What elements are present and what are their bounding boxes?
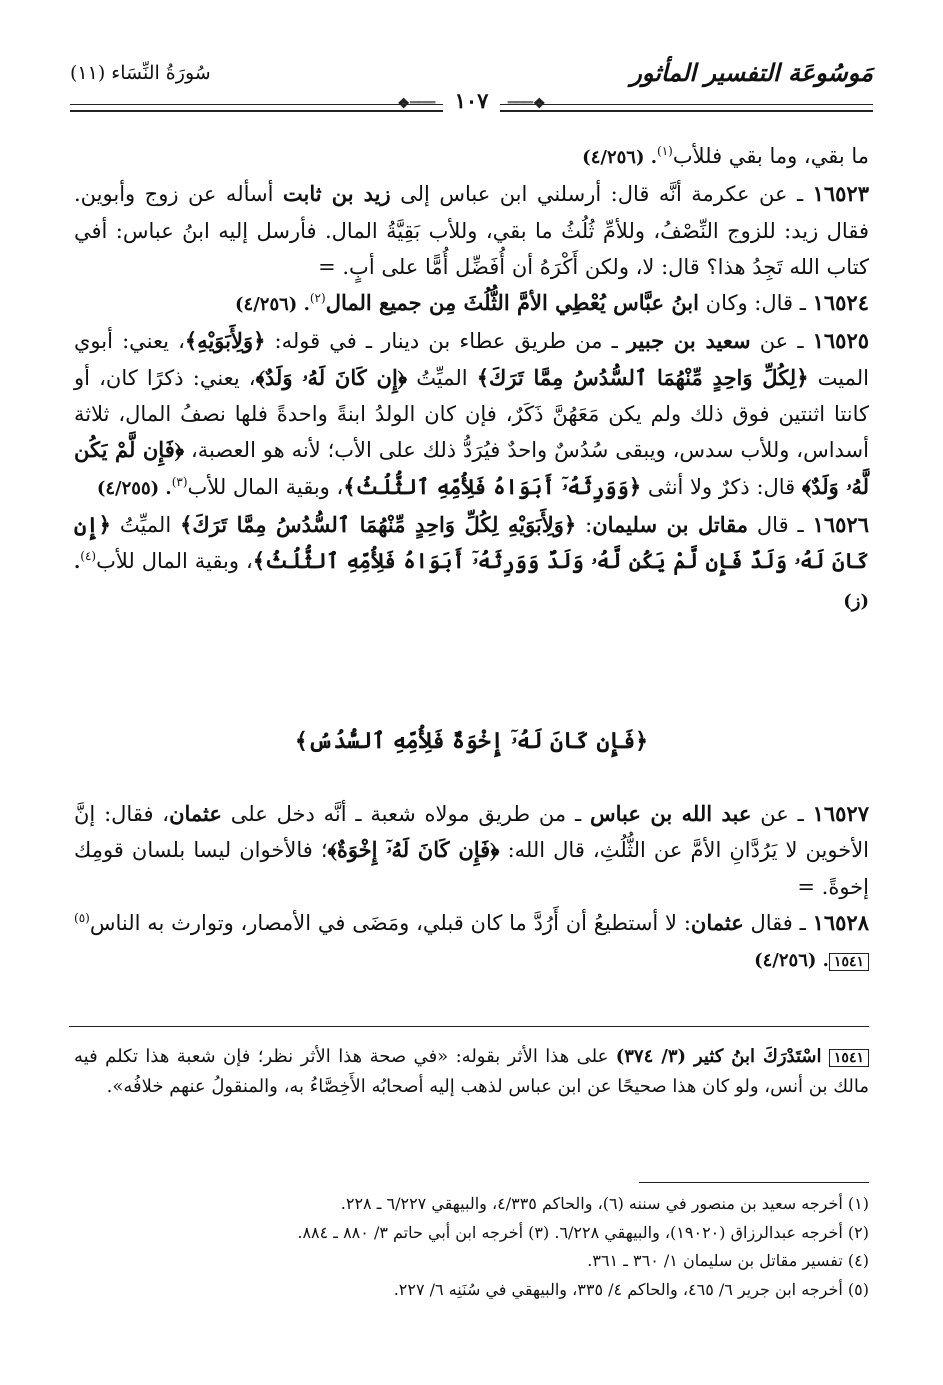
footnote: (٤) تفسير مقاتل بن سليمان ١/ ٣٦٠ ـ ٣٦١.	[587, 1251, 869, 1270]
footnote-ref: (١)	[657, 144, 673, 158]
footnote-ref: (٢)	[309, 291, 326, 306]
athar-number: ١٦٥٢٨	[812, 909, 869, 935]
narrator-name: ابنُ عبَّاس يُعْطِي الأمَّ الثُّلُثَ مِن جميع المال	[325, 290, 699, 316]
athar-number: ١٦٥٢٦	[812, 511, 869, 537]
athar-number: ١٦٥٢٥	[812, 328, 870, 354]
narrator-name: عثمان	[690, 909, 744, 935]
quran-quote: ﴿إِن كَانَ لَهُۥ وَلَدٌ فَإِن لَّمْ يَكُن لَّهُۥ وَلَدٌ وَوَرِثَهُۥٓ أَبَوَاهُ فَلِأُمِّهِ ٱلثُّلُثُ﴾	[74, 511, 869, 574]
footnotes	[74, 1190, 869, 1304]
quran-quote: ﴿وَلِأَبَوَيْهِ لِكُلِّ وَاحِدٍ مِّنْهُمَا ٱلسُّدُسُ مِمَّا تَرَكَ﴾	[180, 511, 577, 537]
quran-quote: ﴿إِن كَانَ لَهُۥ وَلَدٌ﴾	[255, 364, 408, 390]
footnote-ref: (٤)	[80, 549, 97, 564]
paragraph: ١٦٥٢٣ ـ عن عكرمة أنَّه قال: أرسلني ابن عباس إلى زيد بن ثابت أسأله عن زوج وأبوين. فقال زيد: للزوج النِّصْفُ، وللأمِّ ثُلُثُ ما بقي، وللأب بَقِيَّةُ المال. فأرسل إليه ابنُ عباس: أفي كتاب الله تَجِدُ هذا؟ قال: لا، ولكن أَكْرَهُ أن أُفَضِّل أُمًّا على أبٍ. =	[74, 181, 869, 279]
main-text-2	[74, 796, 869, 979]
paragraph: ما بقي، وما بقي فللأب$^{(١)}$. (٤/٢٥٦)	[582, 144, 869, 168]
main-text	[74, 138, 869, 620]
quran-quote: ﴿فَإِن كَانَ لَهُۥٓ إِخْوَةٌ﴾	[327, 837, 500, 863]
footnote: (١) أخرجه سعيد بن منصور في سننه (٦)، والحاكم ٤/٣٣٥، والبيهقي ٦/٢٢٧ ـ ٢٢٨.	[340, 1194, 869, 1213]
page-header	[70, 58, 873, 113]
ornament-icon: ❖═══	[507, 96, 546, 112]
commentary-author: اسْتَدْرَكَ ابنُ كثير	[693, 1046, 822, 1067]
commentary-text: على هذا الأثر بقوله: «في صحة هذا الأثر نظر؛ فإن شعبة هذا تكلم فيه مالك بن أنس، ولو كان هذا صحيحًا عن ابن عباس لذهب إليه أصحابُه الأَخِصَّاءُ به، والمنقولُ عنهم خلافُه».	[74, 1046, 869, 1097]
page-number-value: ١٠٧	[443, 88, 501, 113]
source-ref: . (ز)	[74, 552, 869, 612]
footnote: (٢) أخرجه عبدالرزاق (١٩٠٢٠)، والبيهقي ٦/٢٢٨. (٣) أخرجه ابن أبي حاتم ٣/ ٨٨٠ ـ ٨٨٤.	[297, 1222, 869, 1242]
commentary	[74, 1042, 869, 1102]
book-title: مَوسُوعَة التفسير المأثور	[630, 58, 873, 87]
verse-heading: ﴿فَإِن كَانَ لَهُۥٓ إِخْوَةٌ فَلِأُمِّهِ ٱلسُّدُسُ﴾	[294, 728, 649, 754]
paragraph: ١٦٥٢٨ ـ فقال عثمان: لا أستطيعُ أن أَرُدَّ ما كان قبلي، ومَضَى في الأمصار، وتوارث به الناس$^{(٥)}$١٥٤١. (٤/٢٥٦)	[74, 909, 869, 972]
footnote: (٥) أخرجه ابن جرير ٦/ ٤٦٥، والحاكم ٤/ ٣٣٥، والبيهقي في سُنَنِه ٦/ ٢٢٧.	[393, 1279, 869, 1299]
narrator-name: عثمان	[169, 801, 222, 826]
athar-number: ١٦٥٢٣	[812, 181, 869, 207]
narrator-name: مقاتل بن سليمان	[592, 511, 748, 537]
quran-quote: ﴿فَإِن لَّمْ يَكُن لَّهُۥ وَلَدٌ﴾	[74, 437, 869, 499]
commentary-ref: (٣/ ٣٧٤)	[615, 1046, 694, 1067]
paragraph: ١٦٥٢٥ ـ عن سعيد بن جبير ـ من طريق عطاء بن دينار ـ في قوله: ﴿وَلِأَبَوَيْهِ﴾، يعني: أبوي الميت ﴿لِكُلِّ وَاحِدٍ مِّنْهُمَا ٱلسُّدُسُ مِمَّا تَرَكَ﴾ الميِّتُ ﴿إِن كَانَ لَهُۥ وَلَدٌ﴾، يعني: ذكرًا كان، أو كانتا اثنتين فوق ذلك ولم يكن مَعَهُنَّ ذَكَرٌ، فإن كان الولدُ ابنةً واحدةً فلها نصفُ المال، ثلاثة أسداس، وللأب سدس، ويبقى سُدُسٌ واحدٌ فيُرَدُّ ذلك على الأب؛ لأنه هو العصبة، ﴿فَإِن لَّمْ يَكُن لَّهُۥ وَلَدٌ﴾ قال: ذكرٌ ولا أنثى ﴿وَوَرِثَهُۥٓ أَبَوَاهُ فَلِأُمِّهِ ٱلثُّلُثُ﴾، وبقية المال للأب$^{(٣)}$. (٤/٢٥٥)	[74, 328, 870, 499]
footnote-ref: (٥)	[74, 910, 90, 925]
footnote-separator	[639, 1182, 869, 1183]
narrator-name: زيد بن ثابت	[282, 181, 391, 207]
source-ref: . (٤/٢٥٦)	[754, 950, 829, 972]
quran-quote: ﴿لِكُلِّ وَاحِدٍ مِّنْهُمَا ٱلسُّدُسُ مِمَّا تَرَكَ﴾	[476, 364, 809, 390]
quran-quote: ﴿وَوَرِثَهُۥٓ أَبَوَاهُ فَلِأُمِّهِ ٱلثُّلُثُ﴾	[343, 473, 642, 499]
narrator-name: سعيد بن جبير	[626, 328, 751, 354]
source-ref: . (٤/٢٥٥)	[96, 477, 172, 499]
commentary-separator	[69, 1026, 869, 1027]
source-ref: . (٤/٢٥٦)	[235, 294, 310, 316]
paragraph: ١٦٥٢٧ ـ عن عبد الله بن عباس ـ من طريق مولاه شعبة ـ أنَّه دخل على عثمان، فقال: إنَّ الأخوين لا يَرُدَّانِ الأمَّ عن الثُّلُثِ، قال الله: ﴿فَإِن كَانَ لَهُۥٓ إِخْوَةٌ﴾؛ فالأخوان ليسا بلسان قومِك إخوةً. =	[74, 801, 870, 899]
narrator-name: عبد الله بن عباس	[589, 801, 752, 826]
paragraph: ١٦٥٢٤ ـ قال: وكان ابنُ عبَّاس يُعْطِي الأمَّ الثُّلُثَ مِن جميع المال$^{(٢)}$. (٤/٢٥٦)	[235, 290, 869, 316]
commentary-paragraph	[74, 1042, 869, 1102]
footnote-ref: (٣)	[171, 474, 188, 489]
ornament-icon: ═══❖	[397, 96, 436, 112]
athar-number: ١٦٥٢٤	[812, 290, 869, 316]
surah-title: سُورَةُ النِّسَاء (١١)	[70, 62, 211, 84]
athar-number: ١٦٥٢٧	[812, 801, 869, 826]
commentary-ref-box: ١٥٤١	[829, 953, 869, 971]
commentary-number-box: ١٥٤١	[829, 1049, 869, 1067]
quran-quote: ﴿وَلِأَبَوَيْهِ﴾	[184, 328, 266, 354]
source-ref: . (٤/٢٥٦)	[582, 147, 658, 168]
paragraph: ١٦٥٢٦ ـ قال مقاتل بن سليمان: ﴿وَلِأَبَوَيْهِ لِكُلِّ وَاحِدٍ مِّنْهُمَا ٱلسُّدُسُ مِمَّا تَرَكَ﴾ الميِّتُ ﴿إِن كَانَ لَهُۥ وَلَدٌ فَإِن لَّمْ يَكُن لَّهُۥ وَلَدٌ وَوَرِثَهُۥٓ أَبَوَاهُ فَلِأُمِّهِ ٱلثُّلُثُ﴾، وبقية المال للأب$^{(٤)}$. (ز)	[74, 511, 869, 612]
